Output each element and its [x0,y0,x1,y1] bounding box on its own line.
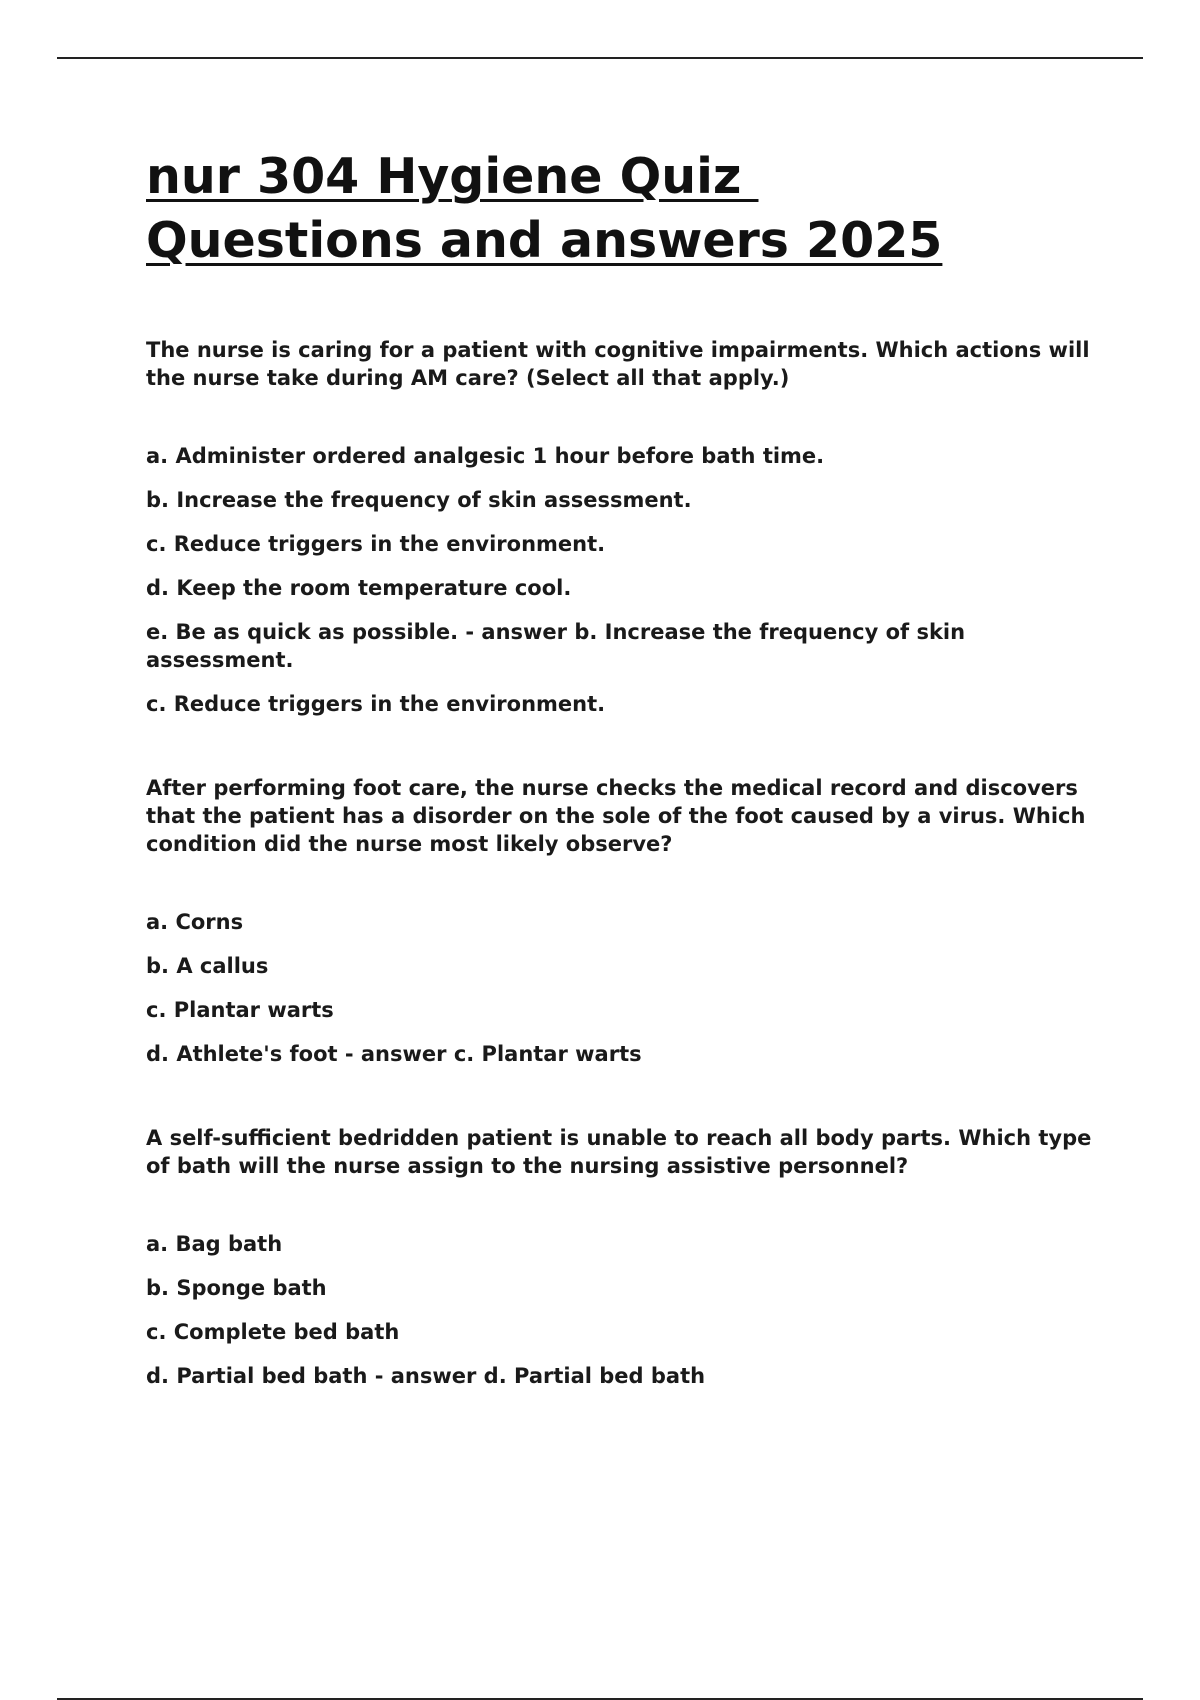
answer-option: c. Plantar warts [146,998,334,1022]
answer-option: a. Administer ordered analgesic 1 hour before bath time. [146,444,825,468]
answer-option: d. Partial bed bath - answer d. Partial bed bath [146,1364,706,1388]
answer-option: b. Sponge bath [146,1276,327,1300]
answer-option: d. Keep the room temperature cool. [146,576,572,600]
quiz-content [146,336,1096,1446]
answer-option: e. Be as quick as possible. - answer b. Increase the frequency of skin assessment. [146,620,966,672]
answer-option: c. Reduce triggers in the environment. [146,532,606,556]
answer-option: c. Complete bed bath [146,1320,400,1344]
answer-option: d. Athlete's foot - answer c. Plantar warts [146,1042,642,1066]
answer-options [146,1230,1096,1390]
answer-option: a. Corns [146,910,244,934]
question-text: The nurse is caring for a patient with cognitive impairments. Which actions will the nurse take during AM care? (Select all that apply.) [146,338,1090,390]
top-rule [57,57,1143,59]
answer-option: a. Bag bath [146,1232,283,1256]
question-block [146,336,1096,718]
question-text: After performing foot care, the nurse checks the medical record and discovers that the patient has a disorder on the sole of the foot caused by a virus. Which condition did the nurse most likely observe? [146,776,1086,856]
answer-options [146,442,1096,718]
answer-option: b. A callus [146,954,269,978]
title-line-1: nur 304 Hygiene Quiz [146,148,759,205]
question-block [146,1124,1096,1390]
answer-option: c. Reduce triggers in the environment. [146,692,606,716]
document-title [146,145,1106,273]
question-block [146,774,1096,1068]
question-text: A self-sufficient bedridden patient is unable to reach all body parts. Which type of bath will the nurse assign to the nursing assistive personnel? [146,1126,1092,1178]
answer-options [146,908,1096,1068]
title-line-2: Questions and answers 2025 [146,212,943,269]
answer-option: b. Increase the frequency of skin assessment. [146,488,692,512]
